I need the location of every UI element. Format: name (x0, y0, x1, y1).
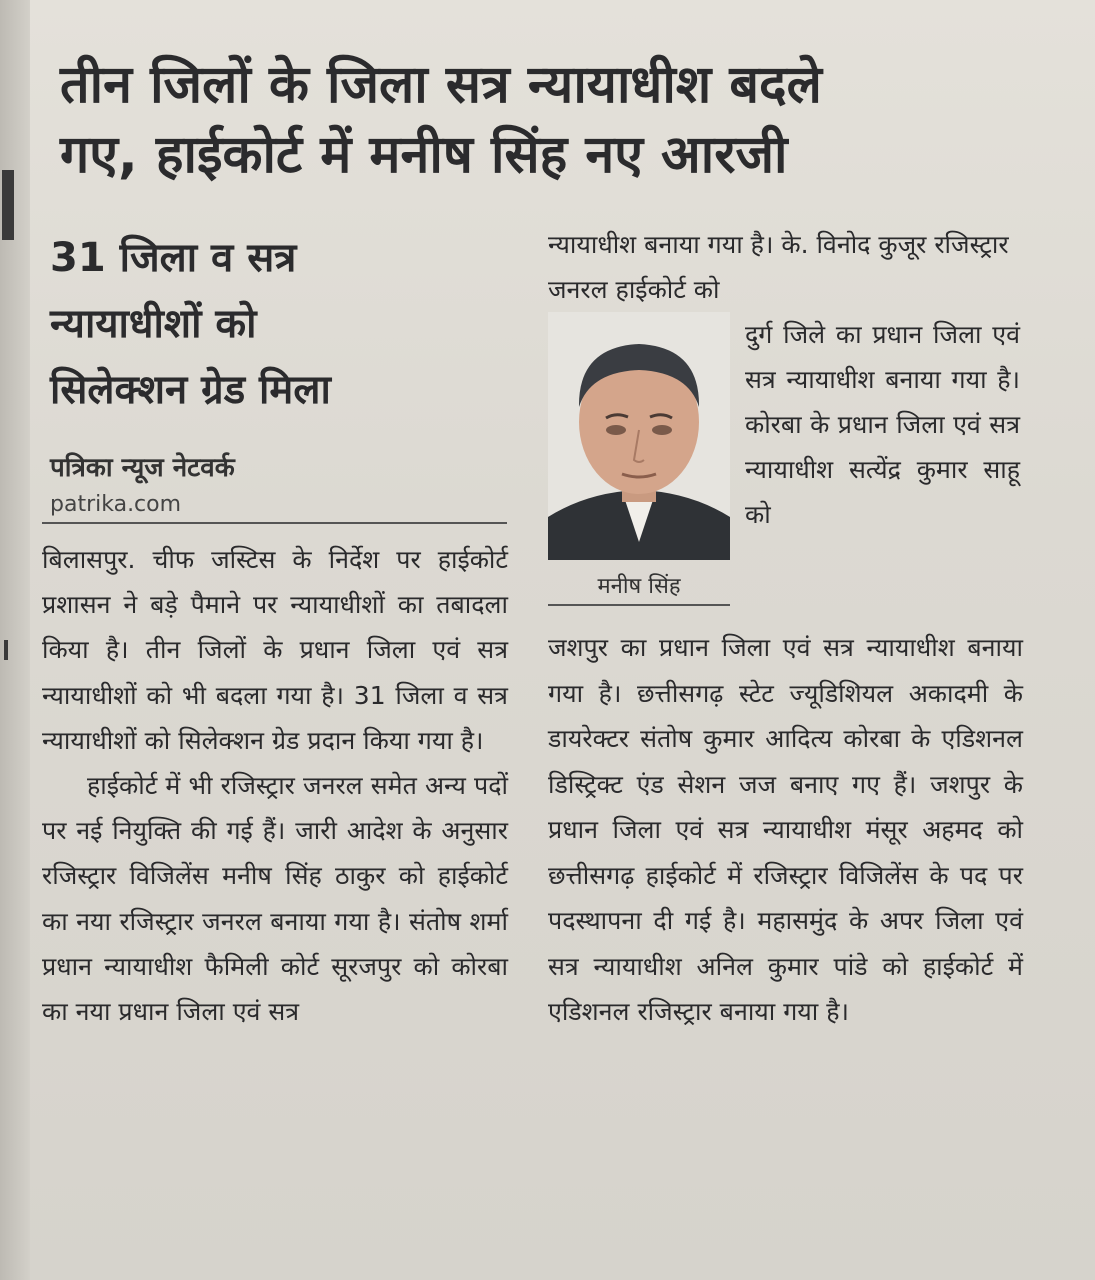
paragraph: हाईकोर्ट में भी रजिस्ट्रार जनरल समेत अन्य पदों पर नई नियुक्ति की गई हैं। जारी आदेश के अनुसार रजिस्ट्रार विजिलेंस मनीष सिंह ठाकुर को हाईकोर्ट का नया रजिस्ट्रार जनरल बनाया गया है। संतोष शर्मा प्रधान न्यायाधीश फैमिली कोर्ट सूरजपुर को कोरबा का नया प्रधान जिला एवं सत्र (42, 771, 508, 1027)
portrait-photo (548, 312, 730, 560)
caption-divider (548, 604, 730, 606)
portrait-image (548, 312, 730, 560)
left-column (42, 537, 508, 1034)
right-column-bottom: जशपुर का प्रधान जिला एवं सत्र न्यायाधीश बनाया गया है। छत्तीसगढ़ स्टेट ज्यूडिशियल अकादमी के डायरेक्टर संतोष कुमार आदित्य कोरबा के एडिशनल डिस्ट्रिक्ट एंड सेशन जज बनाए गए हैं। जशपुर के प्रधान जिला एवं सत्र न्यायाधीश मंसूर अहमद को छत्तीसगढ़ हाईकोर्ट में रजिस्ट्रार विजिलेंस के पद पर पदस्थापना दी गई है। महासमुंद के अपर जिला एवं सत्र न्यायाधीश अनिल कुमार पांडे को हाईकोर्ट में एडिशनल रजिस्ट्रार बनाया गया है। (548, 633, 1023, 1026)
right-column-wrap: दुर्ग जिले का प्रधान जिला एवं सत्र न्यायाधीश बनाया गया है। कोरबा के प्रधान जिला एवं सत्र न्यायाधीश सत्येंद्र कुमार साहू को (745, 320, 1020, 529)
byline-divider (42, 522, 507, 524)
edge-mark (4, 640, 8, 660)
photo-caption: मनीष सिंह (597, 574, 681, 599)
subheadline-line: 31 जिला व सत्र (50, 235, 297, 281)
subheadline-line: सिलेक्शन ग्रेड मिला (50, 367, 331, 413)
page-fold-edge (0, 0, 30, 1280)
headline-line: तीन जिलों के जिला सत्र न्यायाधीश बदले (60, 55, 822, 115)
site-url: patrika.com (50, 492, 182, 517)
right-column-top: न्यायाधीश बनाया गया है। के. विनोद कुजूर रजिस्ट्रार जनरल हाईकोर्ट को (548, 230, 1009, 304)
headline (60, 50, 1060, 190)
paragraph: बिलासपुर. चीफ जस्टिस के निर्देश पर हाईकोर्ट प्रशासन ने बड़े पैमाने पर न्यायाधीशों का तबादला किया है। तीन जिलों के प्रधान जिला एवं सत्र न्यायाधीशों को भी बदला गया है। 31 जिला व सत्र न्यायाधीशों को सिलेक्शन ग्रेड प्रदान किया गया है। (42, 545, 508, 755)
subheadline (50, 225, 470, 423)
headline-line: गए, हाईकोर्ट में मनीष सिंह नए आरजी (60, 125, 788, 185)
edge-mark (2, 170, 14, 240)
subheadline-line: न्यायाधीशों को (50, 301, 257, 347)
byline: पत्रिका न्यूज नेटवर्क (50, 453, 235, 483)
